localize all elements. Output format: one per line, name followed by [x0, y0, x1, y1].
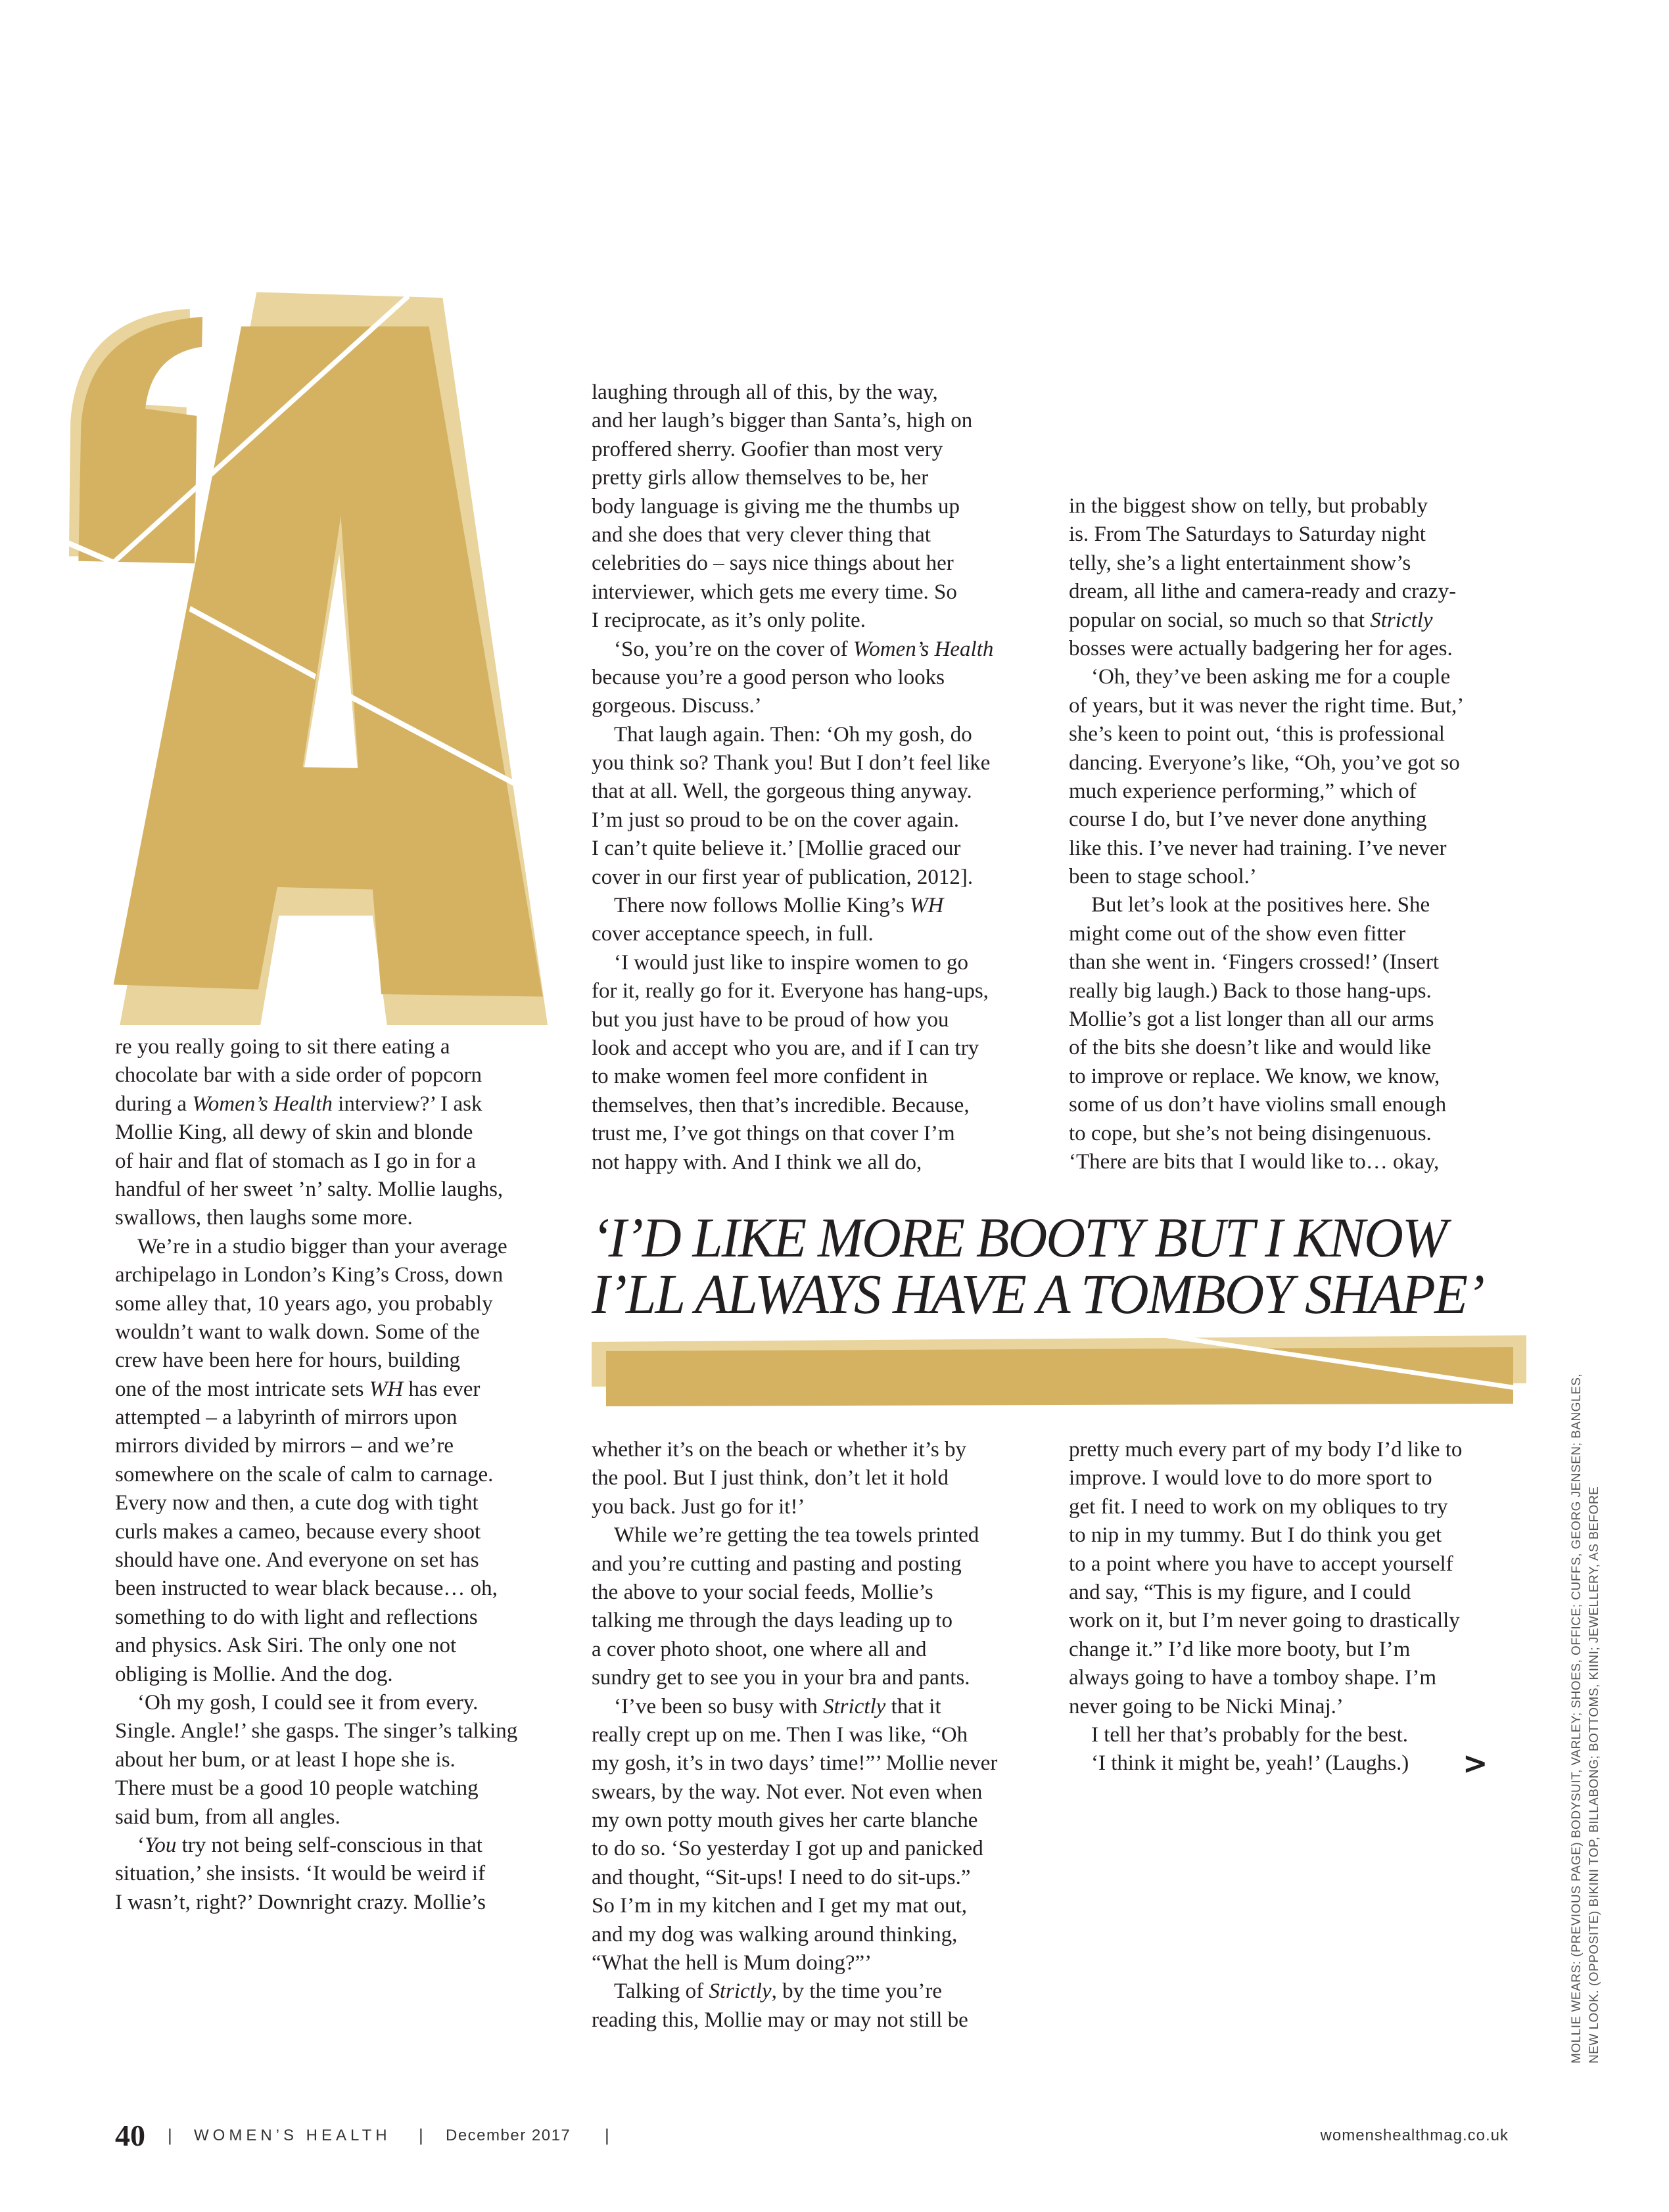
paragraph-line: something to do with light and reflections: [115, 1605, 478, 1629]
paragraph-line: during a Women’s Health interview?’ I ask: [115, 1092, 482, 1116]
paragraph-line: and my dog was walking around thinking,: [592, 1922, 958, 1947]
paragraph-line: of hair and flat of stomach as I go in for a: [115, 1149, 476, 1173]
paragraph-line: popular on social, so much so that Strictly: [1069, 608, 1433, 632]
paragraph-line: been instructed to wear black because… oh,: [115, 1577, 498, 1601]
paragraph-line: and physics. Ask Siri. The only one not: [115, 1634, 457, 1658]
paragraph-line: That laugh again. Then: ‘Oh my gosh, do: [614, 722, 972, 747]
paragraph-line: than she went in. ‘Fingers crossed!’ (Insert: [1069, 950, 1439, 975]
paragraph-line: ‘I would just like to inspire women to go: [614, 950, 968, 975]
paragraph-line: cover in our first year of publication, 2012].: [592, 865, 974, 889]
paragraph-line: situation,’ she insists. ‘It would be weird if: [115, 1862, 486, 1886]
paragraph-line: some alley that, 10 years ago, you probably: [115, 1291, 493, 1316]
paragraph-line: ‘Oh my gosh, I could see it from every.: [137, 1690, 479, 1715]
paragraph-line: somewhere on the scale of calm to carnage.: [115, 1462, 494, 1486]
paragraph-line: might come out of the show even fitter: [1069, 921, 1406, 946]
paragraph-line: body language is giving me the thumbs up: [592, 494, 960, 518]
paragraph-line: handful of her sweet ’n’ salty. Mollie laughs,: [115, 1177, 504, 1201]
paragraph-line: much experience performing,” which of: [1069, 779, 1417, 803]
gold-bar-divider: [585, 1321, 1532, 1413]
paragraph-line: talking me through the days leading up to: [592, 1609, 952, 1633]
pull-quote: [592, 1206, 1512, 1325]
paragraph-line: chocolate bar with a side order of popcorn: [115, 1063, 482, 1088]
paragraph-line: archipelago in London’s King’s Cross, down: [115, 1263, 504, 1287]
paragraph-line: really crept up on me. Then I was like, “Oh: [592, 1722, 968, 1747]
paragraph-line: dancing. Everyone’s like, “Oh, you’ve got so: [1069, 750, 1460, 775]
paragraph-line: and thought, “Sit-ups! I need to do sit-ups.”: [592, 1865, 971, 1889]
paragraph-line: obliging is Mollie. And the dog.: [115, 1662, 393, 1686]
paragraph-line: So I’m in my kitchen and I get my mat out,: [592, 1894, 967, 1918]
paragraph-line: whether it’s on the beach or whether it’s by: [592, 1438, 967, 1462]
paragraph-line: “What the hell is Mum doing?”’: [592, 1951, 872, 1975]
footer-separator: |: [168, 2125, 172, 2145]
paragraph-line: never going to be Nicki Minaj.’: [1069, 1694, 1344, 1718]
paragraph-line: crew have been here for hours, building: [115, 1348, 461, 1373]
paragraph-line: pretty girls allow themselves to be, her: [592, 466, 929, 490]
paragraph-line: my gosh, it’s in two days’ time!”’ Mollie never: [592, 1751, 998, 1776]
paragraph-line: Every now and then, a cute dog with tight: [115, 1491, 479, 1515]
paragraph-line: one of the most intricate sets WH has ever: [115, 1377, 481, 1401]
paragraph-line: ‘There are bits that I would like to… okay,: [1069, 1149, 1440, 1174]
paragraph-line: swears, by the way. Not ever. Not even when: [592, 1780, 983, 1804]
paragraph-line: re you really going to sit there eating a: [115, 1035, 450, 1059]
paragraph-line: change it.” I’d like more booty, but I’m: [1069, 1637, 1411, 1661]
paragraph-line: because you’re a good person who looks: [592, 665, 945, 689]
paragraph-line: cover acceptance speech, in full.: [592, 922, 874, 946]
paragraph-line: you back. Just go for it!’: [592, 1494, 805, 1519]
paragraph-line: curls makes a cameo, because every shoot: [115, 1519, 481, 1544]
paragraph-line: I reciprocate, as it’s only polite.: [592, 609, 866, 633]
paragraph-line: like this. I’ve never had training. I’ve never: [1069, 836, 1447, 860]
paragraph-line: and you’re cutting and pasting and posting: [592, 1552, 962, 1576]
italic-title: WH: [369, 1377, 404, 1401]
paragraph-line: There now follows Mollie King’s WH: [614, 894, 944, 918]
article-column-3-bottom: [1069, 1436, 1516, 1781]
paragraph-line: ‘I’ve been so busy with Strictly that it: [614, 1694, 941, 1718]
paragraph-line: the pool. But I just think, don’t let it hold: [592, 1466, 949, 1490]
paragraph-line: a cover photo shoot, one where all and: [592, 1637, 927, 1661]
paragraph-line: attempted – a labyrinth of mirrors upon: [115, 1406, 458, 1430]
paragraph-line: to make women feel more confident in: [592, 1065, 928, 1089]
issue-date: December 2017: [446, 2127, 571, 2144]
italic-title: Strictly: [1370, 608, 1433, 632]
paragraph-line: I’m just so proud to be on the cover again.: [592, 808, 960, 832]
paragraph-line: been to stage school.’: [1069, 865, 1257, 889]
paragraph-line: should have one. And everyone on set has: [115, 1548, 479, 1573]
footer-separator: |: [605, 2125, 609, 2145]
article-column-2-bottom: [592, 1436, 1039, 2035]
paragraph-line: not happy with. And I think we all do,: [592, 1150, 922, 1174]
paragraph-line: that at all. Well, the gorgeous thing anyway.: [592, 779, 972, 804]
paragraph-line: bosses were actually badgering her for ages.: [1069, 636, 1453, 660]
paragraph-line: dream, all lithe and camera-ready and crazy-: [1069, 580, 1457, 604]
paragraph-line: But let’s look at the positives here. She: [1091, 893, 1430, 917]
credits-line: MOLLIE WEARS: (PREVIOUS PAGE) BODYSUIT, VARLEY; SHOES, OFFICE; CUFFS, GEORG JENSEN; BANGLES,: [1570, 1373, 1584, 2063]
paragraph-line: I tell her that’s probably for the best.: [1091, 1722, 1409, 1747]
italic-title: You: [145, 1833, 177, 1857]
paragraph-line: of the bits she doesn’t like and would like: [1069, 1036, 1432, 1060]
paragraph-line: some of us don’t have violins small enough: [1069, 1093, 1447, 1117]
paragraph-line: get fit. I need to work on my obliques to try: [1069, 1494, 1448, 1519]
paragraph-line: themselves, then that’s incredible. Because,: [592, 1093, 970, 1117]
paragraph-line: to nip in my tummy. But I do think you get: [1069, 1523, 1442, 1548]
paragraph-line: interviewer, which gets me every time. So: [592, 580, 957, 604]
italic-title: Women’s Health: [853, 637, 994, 661]
credits-line: NEW LOOK. (OPPOSITE) BIKINI TOP, BILLABONG; BOTTOMS, KIINI; JEWELLERY, AS BEFORE: [1587, 1486, 1601, 2063]
paragraph-line: to cope, but she’s not being disingenuous.: [1069, 1121, 1432, 1145]
paragraph-line: to improve or replace. We know, we know,: [1069, 1064, 1440, 1088]
paragraph-line: We’re in a studio bigger than your average: [137, 1234, 507, 1258]
paragraph-line: really big laugh.) Back to those hang-ups.: [1069, 979, 1432, 1003]
paragraph-line: always going to have a tomboy shape. I’m: [1069, 1666, 1437, 1690]
footer-separator: |: [419, 2125, 423, 2145]
italic-title: WH: [910, 894, 944, 918]
italic-title: Strictly: [709, 1979, 772, 2004]
website-link[interactable]: womenshealthmag.co.uk: [1320, 2127, 1509, 2144]
paragraph-line: Talking of Strictly, by the time you’re: [614, 1979, 942, 2004]
paragraph-line: for it, really go for it. Everyone has hang-ups,: [592, 979, 989, 1003]
paragraph-line: reading this, Mollie may or may not still be: [592, 2008, 968, 2032]
paragraph-line: about her bum, or at least I hope she is.: [115, 1747, 456, 1772]
paragraph-line: she’s keen to point out, ‘this is professional: [1069, 722, 1445, 747]
paragraph-line: you think so? Thank you! But I don’t feel like: [592, 751, 991, 775]
paragraph-line: the above to your social feeds, Mollie’s: [592, 1580, 933, 1604]
paragraph-line: but you just have to be proud of how you: [592, 1007, 949, 1032]
paragraph-line: gorgeous. Discuss.’: [592, 694, 762, 718]
pull-quote-line: I’LL ALWAYS HAVE A TOMBOY SHAPE’: [592, 1262, 1484, 1325]
paragraph-line: trust me, I’ve got things on that cover I’m: [592, 1122, 955, 1146]
italic-title: Strictly: [823, 1694, 886, 1718]
paragraph-line: improve. I would love to do more sport to: [1069, 1466, 1432, 1490]
paragraph-line: ‘You try not being self-conscious in that: [137, 1833, 482, 1857]
paragraph-line: wouldn’t want to walk down. Some of the: [115, 1320, 480, 1344]
paragraph-line: of years, but it was never the right time. But,’: [1069, 693, 1465, 718]
fashion-credits: [1568, 1373, 1603, 2063]
paragraph-line: is. From The Saturdays to Saturday night: [1069, 522, 1426, 547]
paragraph-line: laughing through all of this, by the way,: [592, 380, 938, 404]
paragraph-line: While we’re getting the tea towels printed: [614, 1523, 979, 1548]
paragraph-line: in the biggest show on telly, but probably: [1069, 494, 1428, 518]
magazine-name: WOMEN’S HEALTH: [194, 2127, 391, 2144]
continue-arrow-icon: >: [1463, 1745, 1488, 1781]
paragraph-line: ‘So, you’re on the cover of Women’s Health: [614, 637, 994, 661]
article-column-2-top: [592, 379, 1039, 1177]
paragraph-line: mirrors divided by mirrors – and we’re: [115, 1434, 454, 1458]
paragraph-line: Mollie’s got a list longer than all our arms: [1069, 1007, 1434, 1032]
paragraph-line: work on it, but I’m never going to drastically: [1069, 1609, 1460, 1633]
paragraph-line: to do so. ‘So yesterday I got up and panicked: [592, 1837, 983, 1861]
paragraph-line: telly, she’s a light entertainment show’s: [1069, 551, 1411, 575]
paragraph-line: Single. Angle!’ she gasps. The singer’s talking: [115, 1719, 518, 1743]
article-column-3-top: [1069, 492, 1516, 1176]
paragraph-line: Mollie King, all dewy of skin and blonde: [115, 1120, 473, 1145]
paragraph-line: to a point where you have to accept yourself: [1069, 1552, 1453, 1576]
paragraph-line: sundry get to see you in your bra and pants.: [592, 1666, 970, 1690]
article-column-1: [115, 1033, 562, 1917]
paragraph-line: ‘Oh, they’ve been asking me for a couple: [1091, 665, 1451, 689]
paragraph-line: and her laugh’s bigger than Santa’s, high on: [592, 409, 973, 433]
paragraph-line: I wasn’t, right?’ Downright crazy. Mollie’s: [115, 1890, 486, 1914]
page-footer: [115, 2117, 1509, 2157]
paragraph-line: said bum, from all angles.: [115, 1805, 341, 1829]
paragraph-line: pretty much every part of my body I’d like to: [1069, 1438, 1463, 1462]
paragraph-line: my own potty mouth gives her carte blanche: [592, 1809, 978, 1833]
paragraph-line: swallows, then laughs some more.: [115, 1206, 413, 1230]
italic-title: Women’s Health: [192, 1092, 333, 1116]
paragraph-line: look and accept who you are, and if I can try: [592, 1036, 979, 1060]
paragraph-line: There must be a good 10 people watching: [115, 1776, 479, 1801]
paragraph-line: proffered sherry. Goofier than most very: [592, 437, 943, 461]
paragraph-line: ‘I think it might be, yeah!’ (Laughs.): [1091, 1751, 1409, 1776]
drop-cap-a: [66, 283, 559, 1025]
paragraph-line: and say, “This is my figure, and I could: [1069, 1580, 1411, 1604]
paragraph-line: course I do, but I’ve never done anything: [1069, 808, 1427, 832]
paragraph-line: I can’t quite believe it.’ [Mollie graced our: [592, 837, 961, 861]
paragraph-line: and she does that very clever thing that: [592, 522, 931, 547]
pull-quote-line: ‘I’D LIKE MORE BOOTY BUT I KNOW: [592, 1206, 1446, 1269]
page-number: 40: [115, 2119, 145, 2152]
paragraph-line: celebrities do – says nice things about her: [592, 551, 954, 576]
